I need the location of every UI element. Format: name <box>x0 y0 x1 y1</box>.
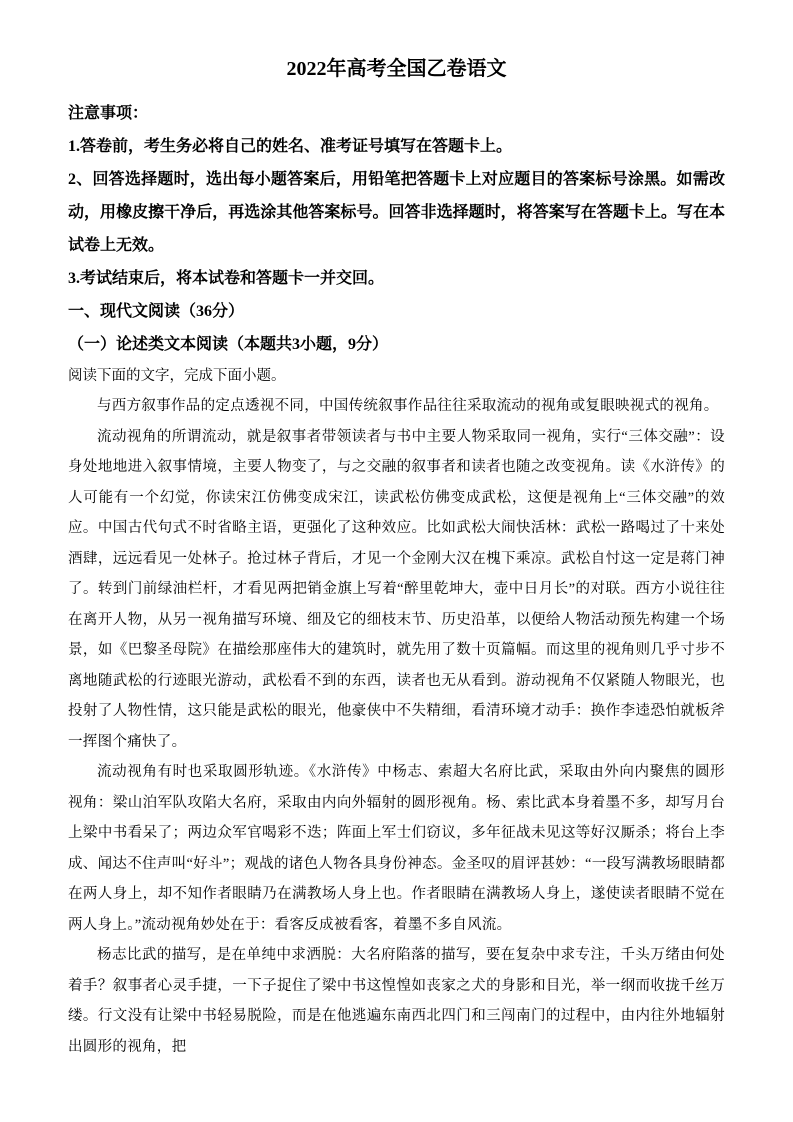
passage-paragraph-2: 流动视角的所谓流动，就是叙事者带领读者与书中主要人物采取同一视角，实行“三体交融”：设身处地地进入叙事情境，主要人物变了，与之交融的叙事者和读者也随之改变视角。读《水浒传》的人可能有一个幻觉，你读宋江仿佛变成宋江，读武松仿佛变成武松，这便是视角上“三体交融”的效应。中国古代句式不时省略主语，更强化了这种效应。比如武松大闹快活林：武松一路喝过了十来处酒肆，远远看见一处林子。抢过林子背后，才见一个金刚大汉在槐下乘凉。武松自忖这一定是蒋门神了。转到门前绿油栏杆，才看见两把销金旗上写着“醉里乾坤大，壶中日月长”的对联。西方小说往往在离开人物，从另一视角描写环境、细及它的细枝末节、历史沿革，以便给人物活动预先构建一个场景，如《巴黎圣母院》在描绘那座伟大的建筑时，就先用了数十页篇幅。而这里的视角则几乎寸步不离地随武松的行迹眼光游动，武松看不到的东西，读者也无从看到。游动视角不仅紧随人物眼光，也投射了人物性情，这只能是武松的眼光，他豪侠中不失精细，看清环境才动手：换作李逵恐怕就板斧一挥图个痛快了。 <box>68 428 725 750</box>
passage-paragraph-1: 与西方叙事作品的定点透视不同，中国传统叙事作品往往采取流动的视角或复眼映视式的视角。 <box>97 398 719 414</box>
notice-item-1: 1.答卷前，考生务必将自己的姓名、准考证号填写在答题卡上。 <box>68 138 513 155</box>
page-title: 2022年高考全国乙卷语文 <box>286 58 507 80</box>
reading-instruction: 阅读下面的文字，完成下面小题。 <box>68 368 286 384</box>
passage-paragraph-3: 流动视角有时也采取圆形轨迹。《水浒传》中杨志、索超大名府比武，采取由外向内聚焦的圆形视角：梁山泊军队攻陷大名府，采取由内向外辐射的圆形视角。杨、索比武本身着墨不多，却写月台上梁中书看呆了；两边众军官喝彩不迭；阵面上军士们窃议，多年征战未见这等好汉厮杀；将台上李成、闻达不住声叫“好斗”；观战的诸色人物各具身份神态。金圣叹的眉评甚妙：“一段写满教场眼睛都在两人身上，却不知作者眼睛乃在满教场人身上也。作者眼睛在满教场人身上，遂使读者眼睛不觉在两人身上。”流动视角妙处在于：看客反成被看客，着墨不多自风流。 <box>68 764 725 933</box>
subsection-heading-discursive-text: （一）论述类文本阅读（本题共3小题，9分） <box>68 336 389 353</box>
notice-item-3: 3.考试结束后，将本试卷和答题卡一并交回。 <box>68 270 385 287</box>
notice-heading: 注意事项： <box>68 105 149 122</box>
section-heading-modern-reading: 一、现代文阅读（36分） <box>68 303 245 320</box>
passage-paragraph-4: 杨志比武的描写，是在单纯中求洒脱：大名府陷落的描写，要在复杂中求专注，千头万绪由何处着手？叙事者心灵手捷，一下子捉住了梁中书这惶惶如丧家之犬的身影和目光，举一纲而收拢千丝万缕。行文没有让梁中书轻易脱险，而是在他逃遍东南西北四门和三闯南门的过程中，由内往外地辐射出圆形的视角，把 <box>68 947 725 1055</box>
notice-item-2: 2、回答选择题时，选出每小题答案后，用铅笔把答题卡上对应题目的答案标号涂黑。如需改动，用橡皮擦干净后，再选涂其他答案标号。回答非选择题时，将答案写在答题卡上。写在本试卷上无效。 <box>68 171 725 254</box>
